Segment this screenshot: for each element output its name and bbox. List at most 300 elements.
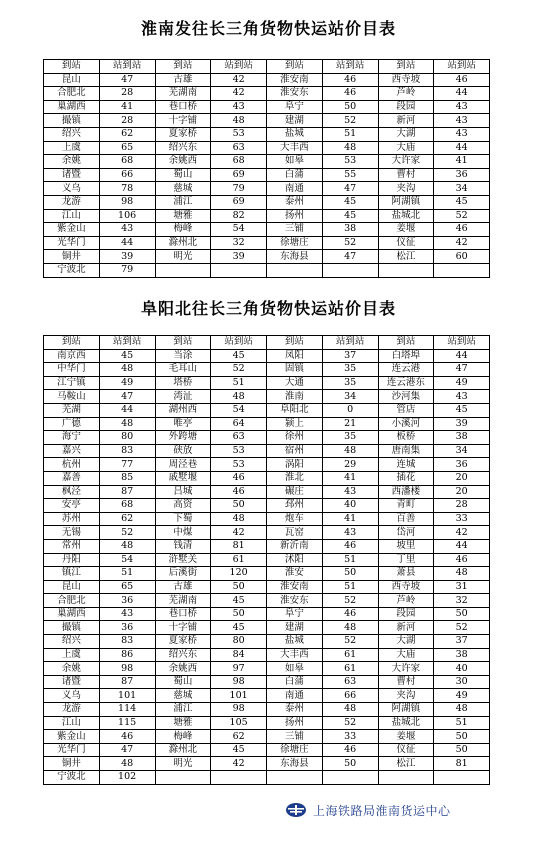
- price-cell: 77: [99, 458, 155, 472]
- price-cell: 49: [434, 376, 490, 390]
- station-cell: 大通: [267, 376, 323, 390]
- price-cell: 29: [322, 458, 378, 472]
- price-cell: 105: [211, 716, 267, 730]
- station-cell: 盐城: [267, 635, 323, 649]
- station-cell: 撮镇: [44, 621, 100, 635]
- station-cell: 滁州北: [155, 236, 211, 250]
- station-cell: 钱清: [155, 539, 211, 553]
- price-cell: 80: [99, 431, 155, 445]
- price-cell: 35: [322, 376, 378, 390]
- price-cell: 49: [99, 376, 155, 390]
- price-cell: 83: [99, 444, 155, 458]
- station-cell: 大许家: [378, 662, 434, 676]
- price-cell: 61: [211, 553, 267, 567]
- price-cell: 51: [322, 580, 378, 594]
- price-cell: 55: [322, 168, 378, 182]
- station-cell: 三铺: [267, 730, 323, 744]
- table-row: [44, 168, 490, 182]
- table-row: [44, 743, 490, 757]
- price-cell: 31: [434, 580, 490, 594]
- table-row: [44, 431, 490, 445]
- station-cell: 曹村: [378, 168, 434, 182]
- table-row: [44, 662, 490, 676]
- table-row: [44, 621, 490, 635]
- station-cell: [378, 771, 434, 785]
- station-cell: 连城: [378, 458, 434, 472]
- station-cell: 东海县: [267, 757, 323, 771]
- price-cell: 82: [211, 209, 267, 223]
- price-cell: 39: [434, 417, 490, 431]
- station-cell: [267, 263, 323, 277]
- page-title-huainan: 淮南发往长三角货物快运站价目表: [140, 19, 396, 38]
- station-cell: 嘉兴: [44, 444, 100, 458]
- station-cell: 义乌: [44, 182, 100, 196]
- price-cell: 30: [434, 675, 490, 689]
- price-cell: 115: [99, 716, 155, 730]
- table-row: [44, 73, 490, 87]
- price-cell: 65: [99, 141, 155, 155]
- station-cell: 紫金山: [44, 730, 100, 744]
- price-cell: 42: [211, 757, 267, 771]
- price-cell: 39: [99, 250, 155, 264]
- price-cell: [322, 771, 378, 785]
- price-cell: 98: [99, 195, 155, 209]
- station-cell: 绍兴: [44, 635, 100, 649]
- station-cell: 西寺坡: [378, 580, 434, 594]
- station-cell: 后溪街: [155, 567, 211, 581]
- column-header: 到站: [267, 60, 323, 74]
- station-cell: 塔桥: [155, 376, 211, 390]
- price-cell: 38: [322, 223, 378, 237]
- station-cell: 岱河: [378, 526, 434, 540]
- station-cell: 淮安: [267, 567, 323, 581]
- price-cell: 45: [211, 743, 267, 757]
- price-cell: 84: [211, 648, 267, 662]
- station-cell: 巷口桥: [155, 100, 211, 114]
- table-row: [44, 567, 490, 581]
- station-cell: 连云港东: [378, 376, 434, 390]
- price-cell: 48: [99, 363, 155, 377]
- price-cell: 52: [99, 526, 155, 540]
- station-cell: 上虞: [44, 648, 100, 662]
- table-row: [44, 716, 490, 730]
- station-cell: 淮南: [267, 390, 323, 404]
- price-cell: 46: [434, 553, 490, 567]
- station-cell: 镇江: [44, 567, 100, 581]
- station-cell: 当涂: [155, 349, 211, 363]
- price-cell: 38: [434, 648, 490, 662]
- price-cell: 48: [211, 390, 267, 404]
- table-row: [44, 417, 490, 431]
- station-cell: 撮镇: [44, 114, 100, 128]
- price-cell: 50: [211, 499, 267, 513]
- station-cell: 南通: [267, 689, 323, 703]
- price-cell: 52: [322, 635, 378, 649]
- station-cell: 淮北: [267, 471, 323, 485]
- table-row: [44, 594, 490, 608]
- station-cell: 十字铺: [155, 114, 211, 128]
- column-header: 站到站: [211, 60, 267, 74]
- column-header: 站到站: [322, 60, 378, 74]
- price-cell: 41: [434, 155, 490, 169]
- station-cell: 昆山: [44, 580, 100, 594]
- station-cell: 枫泾: [44, 485, 100, 499]
- station-cell: 建湖: [267, 621, 323, 635]
- price-cell: 64: [211, 417, 267, 431]
- price-cell: 20: [434, 485, 490, 499]
- price-cell: 51: [434, 716, 490, 730]
- table-row: [44, 458, 490, 472]
- station-cell: 管店: [378, 403, 434, 417]
- station-cell: 沙河集: [378, 390, 434, 404]
- column-header: 站到站: [322, 336, 378, 350]
- station-cell: 古雄: [155, 73, 211, 87]
- station-cell: 合肥北: [44, 594, 100, 608]
- station-cell: 戚墅堰: [155, 471, 211, 485]
- price-cell: 32: [434, 594, 490, 608]
- price-cell: 52: [434, 621, 490, 635]
- station-cell: 姜堰: [378, 223, 434, 237]
- price-cell: 48: [322, 621, 378, 635]
- station-cell: 广德: [44, 417, 100, 431]
- station-cell: 芜湖南: [155, 594, 211, 608]
- column-header: 到站: [378, 336, 434, 350]
- station-cell: 坡里: [378, 539, 434, 553]
- price-cell: 53: [211, 127, 267, 141]
- station-cell: 阜宁: [267, 100, 323, 114]
- station-cell: 芜湖南: [155, 87, 211, 101]
- price-cell: 61: [322, 648, 378, 662]
- column-header: 到站: [155, 336, 211, 350]
- station-cell: 新河: [378, 621, 434, 635]
- price-cell: 44: [99, 403, 155, 417]
- station-cell: 泰州: [267, 195, 323, 209]
- station-cell: 芦岭: [378, 594, 434, 608]
- price-cell: 63: [211, 431, 267, 445]
- station-cell: 无锡: [44, 526, 100, 540]
- footer-org-name: 上海铁路局淮南货运中心: [313, 803, 451, 818]
- price-cell: 42: [434, 236, 490, 250]
- station-cell: 段园: [378, 607, 434, 621]
- station-cell: 大庙: [378, 648, 434, 662]
- price-cell: 51: [99, 567, 155, 581]
- page-title-fuyangbei: 阜阳北往长三角货物快运站价目表: [140, 299, 396, 318]
- price-cell: 50: [322, 757, 378, 771]
- station-cell: 沭阳: [267, 553, 323, 567]
- station-cell: 芦岭: [378, 87, 434, 101]
- price-cell: 35: [322, 363, 378, 377]
- price-cell: 87: [99, 675, 155, 689]
- station-cell: 浦江: [155, 195, 211, 209]
- station-cell: 扬州: [267, 716, 323, 730]
- station-cell: 余姚西: [155, 662, 211, 676]
- price-cell: 54: [211, 403, 267, 417]
- price-cell: 114: [99, 703, 155, 717]
- column-header: 站到站: [99, 336, 155, 350]
- station-cell: 龙游: [44, 703, 100, 717]
- price-cell: 47: [322, 250, 378, 264]
- price-cell: 48: [322, 141, 378, 155]
- table-row: [44, 155, 490, 169]
- table-row: [44, 141, 490, 155]
- price-cell: 79: [99, 263, 155, 277]
- price-cell: 42: [211, 87, 267, 101]
- price-cell: 47: [99, 743, 155, 757]
- table-row: [44, 512, 490, 526]
- station-cell: 夏家桥: [155, 127, 211, 141]
- table-row: [44, 485, 490, 499]
- station-cell: [267, 771, 323, 785]
- station-cell: 大许家: [378, 155, 434, 169]
- price-cell: 33: [434, 512, 490, 526]
- price-cell: 48: [99, 757, 155, 771]
- price-cell: 43: [99, 223, 155, 237]
- station-cell: 古雄: [155, 580, 211, 594]
- price-cell: [322, 263, 378, 277]
- price-cell: 34: [434, 182, 490, 196]
- station-cell: 徐塘庄: [267, 236, 323, 250]
- price-cell: 44: [434, 539, 490, 553]
- price-cell: 51: [211, 376, 267, 390]
- price-cell: 86: [99, 648, 155, 662]
- station-cell: 巢湖西: [44, 607, 100, 621]
- price-cell: 37: [434, 635, 490, 649]
- price-cell: 46: [322, 607, 378, 621]
- station-cell: 绍兴东: [155, 648, 211, 662]
- station-cell: 慈城: [155, 689, 211, 703]
- station-cell: 固镇: [267, 363, 323, 377]
- station-cell: 盐城北: [378, 209, 434, 223]
- station-cell: 周泾巷: [155, 458, 211, 472]
- station-cell: 马鞍山: [44, 390, 100, 404]
- station-cell: 宿州: [267, 444, 323, 458]
- station-cell: 阜宁: [267, 607, 323, 621]
- station-cell: [378, 263, 434, 277]
- table-row: [44, 526, 490, 540]
- price-cell: 52: [322, 594, 378, 608]
- price-cell: 98: [211, 703, 267, 717]
- station-cell: 淮安南: [267, 580, 323, 594]
- station-cell: 仪征: [378, 743, 434, 757]
- station-cell: 滁州北: [155, 743, 211, 757]
- station-cell: 余姚: [44, 155, 100, 169]
- price-cell: 69: [211, 195, 267, 209]
- station-cell: 如皋: [267, 662, 323, 676]
- price-cell: 43: [434, 100, 490, 114]
- price-cell: 48: [322, 703, 378, 717]
- price-cell: 46: [322, 743, 378, 757]
- station-cell: 苏州: [44, 512, 100, 526]
- price-cell: 46: [322, 73, 378, 87]
- price-cell: 50: [211, 607, 267, 621]
- station-cell: 白塔埠: [378, 349, 434, 363]
- station-cell: 徐塘庄: [267, 743, 323, 757]
- price-cell: 61: [322, 662, 378, 676]
- station-cell: 浦江: [155, 703, 211, 717]
- station-cell: 如皋: [267, 155, 323, 169]
- price-cell: 43: [211, 100, 267, 114]
- table-row: [44, 635, 490, 649]
- station-cell: 阜阳北: [267, 403, 323, 417]
- table-row: [44, 403, 490, 417]
- station-cell: 夏家桥: [155, 635, 211, 649]
- station-cell: 大湖: [378, 635, 434, 649]
- column-header: 站到站: [99, 60, 155, 74]
- price-cell: 62: [211, 730, 267, 744]
- station-cell: 绍兴东: [155, 141, 211, 155]
- station-cell: 萧县: [378, 567, 434, 581]
- price-cell: 43: [434, 127, 490, 141]
- station-cell: 光华门: [44, 743, 100, 757]
- price-cell: 51: [322, 127, 378, 141]
- table-row: [44, 349, 490, 363]
- price-cell: 97: [211, 662, 267, 676]
- table-row: [44, 580, 490, 594]
- station-cell: 中华门: [44, 363, 100, 377]
- station-cell: 东海县: [267, 250, 323, 264]
- price-cell: 50: [434, 730, 490, 744]
- station-cell: 高资: [155, 499, 211, 513]
- table-row: [44, 471, 490, 485]
- station-cell: 中煤: [155, 526, 211, 540]
- station-cell: 松江: [378, 250, 434, 264]
- station-cell: [155, 263, 211, 277]
- station-cell: 阿湖镇: [378, 703, 434, 717]
- price-cell: 0: [322, 403, 378, 417]
- station-cell: 绍兴: [44, 127, 100, 141]
- station-cell: 塘雅: [155, 716, 211, 730]
- price-cell: 83: [99, 635, 155, 649]
- price-cell: [434, 263, 490, 277]
- price-cell: [434, 771, 490, 785]
- price-table-fuyangbei: [43, 335, 490, 785]
- station-cell: 小溪河: [378, 417, 434, 431]
- price-cell: 78: [99, 182, 155, 196]
- price-cell: 43: [434, 114, 490, 128]
- price-cell: 48: [322, 444, 378, 458]
- table-row: [44, 363, 490, 377]
- price-cell: 50: [322, 100, 378, 114]
- price-cell: 49: [434, 689, 490, 703]
- station-cell: 淮安东: [267, 87, 323, 101]
- price-cell: 85: [99, 471, 155, 485]
- station-cell: 青町: [378, 499, 434, 513]
- station-cell: 涡阳: [267, 458, 323, 472]
- table-row: [44, 250, 490, 264]
- price-cell: 60: [434, 250, 490, 264]
- price-cell: 53: [211, 444, 267, 458]
- table-row: [44, 114, 490, 128]
- station-cell: 昆山: [44, 73, 100, 87]
- station-cell: 宁波北: [44, 263, 100, 277]
- station-cell: 上虞: [44, 141, 100, 155]
- price-cell: 40: [434, 662, 490, 676]
- price-cell: 39: [211, 250, 267, 264]
- price-cell: [211, 771, 267, 785]
- price-cell: 81: [211, 539, 267, 553]
- table-row: [44, 390, 490, 404]
- price-cell: 63: [322, 675, 378, 689]
- station-cell: 扬州: [267, 209, 323, 223]
- station-cell: 江山: [44, 209, 100, 223]
- price-cell: 41: [322, 471, 378, 485]
- station-cell: 南通: [267, 182, 323, 196]
- price-cell: 46: [211, 485, 267, 499]
- price-cell: 45: [211, 621, 267, 635]
- price-cell: 41: [99, 100, 155, 114]
- station-cell: 松江: [378, 757, 434, 771]
- table-row: [44, 539, 490, 553]
- table-row: [44, 223, 490, 237]
- station-cell: 浒墅关: [155, 553, 211, 567]
- column-header: 到站: [378, 60, 434, 74]
- price-cell: 32: [211, 236, 267, 250]
- table-row: [44, 607, 490, 621]
- price-cell: 46: [211, 471, 267, 485]
- station-cell: 炮车: [267, 512, 323, 526]
- table-row: [44, 236, 490, 250]
- price-cell: 81: [434, 757, 490, 771]
- price-cell: 63: [211, 141, 267, 155]
- station-cell: 大庙: [378, 141, 434, 155]
- table-row: [44, 675, 490, 689]
- station-cell: 江宁镇: [44, 376, 100, 390]
- price-cell: 48: [211, 114, 267, 128]
- station-cell: 唐南集: [378, 444, 434, 458]
- price-cell: 53: [322, 155, 378, 169]
- price-cell: 36: [434, 168, 490, 182]
- price-cell: 44: [434, 141, 490, 155]
- price-cell: 62: [99, 512, 155, 526]
- station-cell: 嘉善: [44, 471, 100, 485]
- price-cell: 50: [322, 567, 378, 581]
- station-cell: 夹沟: [378, 689, 434, 703]
- table-row: [44, 499, 490, 513]
- price-cell: 28: [434, 499, 490, 513]
- price-cell: 48: [434, 567, 490, 581]
- station-cell: 塘雅: [155, 209, 211, 223]
- station-cell: 明光: [155, 757, 211, 771]
- station-cell: 仪征: [378, 236, 434, 250]
- station-cell: 淮安东: [267, 594, 323, 608]
- table-row: [44, 648, 490, 662]
- price-cell: 34: [322, 390, 378, 404]
- price-cell: 47: [99, 73, 155, 87]
- station-cell: 大丰西: [267, 648, 323, 662]
- station-cell: 凤阳: [267, 349, 323, 363]
- price-cell: 48: [99, 539, 155, 553]
- price-cell: 68: [211, 155, 267, 169]
- station-cell: 板桥: [378, 431, 434, 445]
- station-cell: 合肥北: [44, 87, 100, 101]
- price-cell: 43: [434, 390, 490, 404]
- price-cell: 102: [99, 771, 155, 785]
- price-cell: 66: [99, 168, 155, 182]
- price-cell: 87: [99, 485, 155, 499]
- price-cell: 43: [322, 526, 378, 540]
- price-cell: 46: [322, 87, 378, 101]
- station-cell: 西潘楼: [378, 485, 434, 499]
- station-cell: 丹阳: [44, 553, 100, 567]
- station-cell: 大丰西: [267, 141, 323, 155]
- price-cell: 33: [322, 730, 378, 744]
- price-cell: 66: [322, 689, 378, 703]
- footer: [285, 800, 451, 820]
- price-cell: 52: [322, 716, 378, 730]
- price-cell: 98: [99, 662, 155, 676]
- station-cell: 海宁: [44, 431, 100, 445]
- station-cell: 铜井: [44, 250, 100, 264]
